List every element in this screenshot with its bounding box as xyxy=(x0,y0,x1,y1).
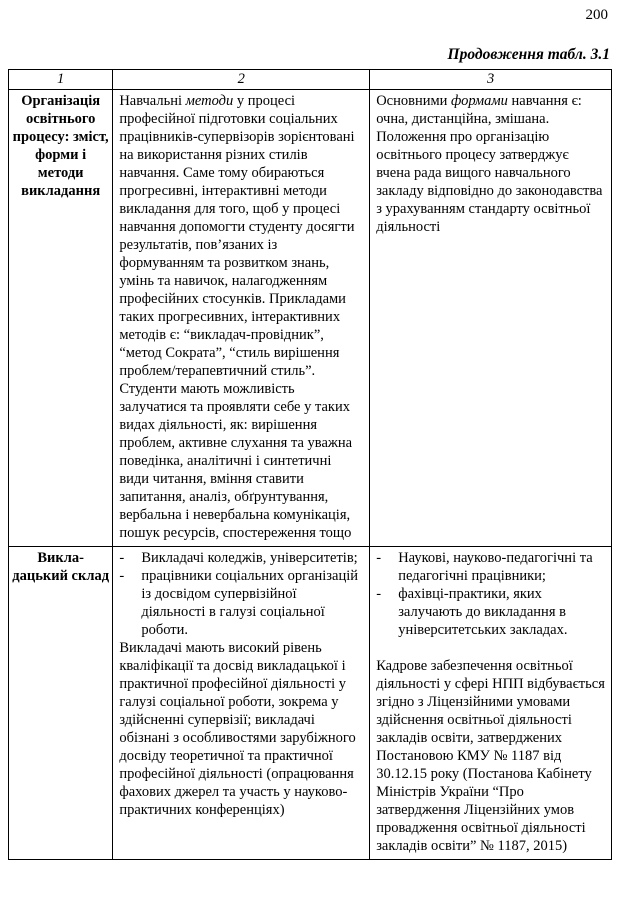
row2-personnel-paragraph: Кадрове забезпечення освітньої діяльності у сфері НПП відбувається згідно з Ліцензійними умовами здійснення освітньої діяльності закладів освіти, затверджених Постановою КМУ № 1187 від 30.12.15 року (Постанова Кабінету Міністрів України “Про затвердження Ліцензійних умов провадження освітньої діяльності закладів освіти” № 1187, 2015) xyxy=(376,658,605,854)
column-header-3: 3 xyxy=(370,70,612,90)
table-3-1-continuation xyxy=(8,69,612,860)
list-item: - Наукові, науково-педагогічні та педагогічні працівники; xyxy=(376,550,593,584)
table-header-row xyxy=(9,70,612,90)
list-item: - фахівці-практики, яких залучають до викладання в університетських закладах. xyxy=(376,586,568,638)
page-number: 200 xyxy=(585,7,608,23)
row1-label: Організація освітнього процесу: зміст, форми і методи викладання xyxy=(12,93,109,199)
row2-staff-cell xyxy=(113,547,370,860)
table-row xyxy=(9,547,612,860)
list-item: - Викладачі коледжів, університетів; xyxy=(119,550,358,566)
column-header-2: 2 xyxy=(113,70,370,90)
row1-methods-text: Навчальні методи у процесі професійної підготовки соціальних працівників-супервізорів зорієнтовані на використання різних стилів навчання. Саме тому обираються прогресивні, інтерактивні методи викладання для того, щоб у процесі навчання допомогти студенту досягти результатів, пов’язаних із формуванням та розвитком знань, умінь та навичок, налагодженням професійних стосунків. Прикладами таких прогресивних, інтерактивних методів є: “викладач-провідник”, “метод Сократа”, “стиль вирішення проблем/терапевтичний стиль”. Студенти мають можливість залучатися та проявляти себе у таких видах діяльності, як: вирішення проблем, активне слухання та уважна поведінка, аналітичні і синтетичні види читання, вміння ставити запитання, аналіз, обґрунтування, вербальна і невербальна комунікація, пошук ресурсів, спостереження тощо xyxy=(119,93,355,541)
list-item: - працівники соціальних організацій із досвідом супервізійної діяльності в галузі соціальної роботи. xyxy=(119,568,359,638)
row2-label-cell xyxy=(9,547,113,860)
row2-personnel-cell xyxy=(370,547,612,860)
table-row xyxy=(9,90,612,547)
column-header-1: 1 xyxy=(9,70,113,90)
row1-methods-cell xyxy=(113,90,370,547)
table-caption: Продовження табл. 3.1 xyxy=(447,46,610,63)
row2-staff-paragraph: Викладачі мають високий рівень кваліфікації та досвід викладацької і практичної професійної діяльності у галузі соціальної роботи, зокрема у здійсненні супервізії; викладачі обізнані з особливостями зарубіжного досвіду теоретичної та практичної професійної діяльності (опрацювання фахових джерел та участь у науково-практичних конференціях) xyxy=(119,640,356,818)
row2-label: Викла-дацький склад xyxy=(12,550,110,584)
row1-forms-text: Основними формами навчання є: очна, дистанційна, змішана. Положення про організацію освітнього процесу затверджує вчена рада вищого навчального закладу відповідно до законодавства з урахуванням стандарту освітньої діяльності xyxy=(376,93,603,235)
dash-bullet: - xyxy=(376,550,382,566)
dash-bullet: - xyxy=(376,586,382,602)
row1-label-cell xyxy=(9,90,113,547)
row1-forms-cell xyxy=(370,90,612,547)
dash-bullet: - xyxy=(119,568,125,584)
dash-bullet: - xyxy=(119,550,125,566)
